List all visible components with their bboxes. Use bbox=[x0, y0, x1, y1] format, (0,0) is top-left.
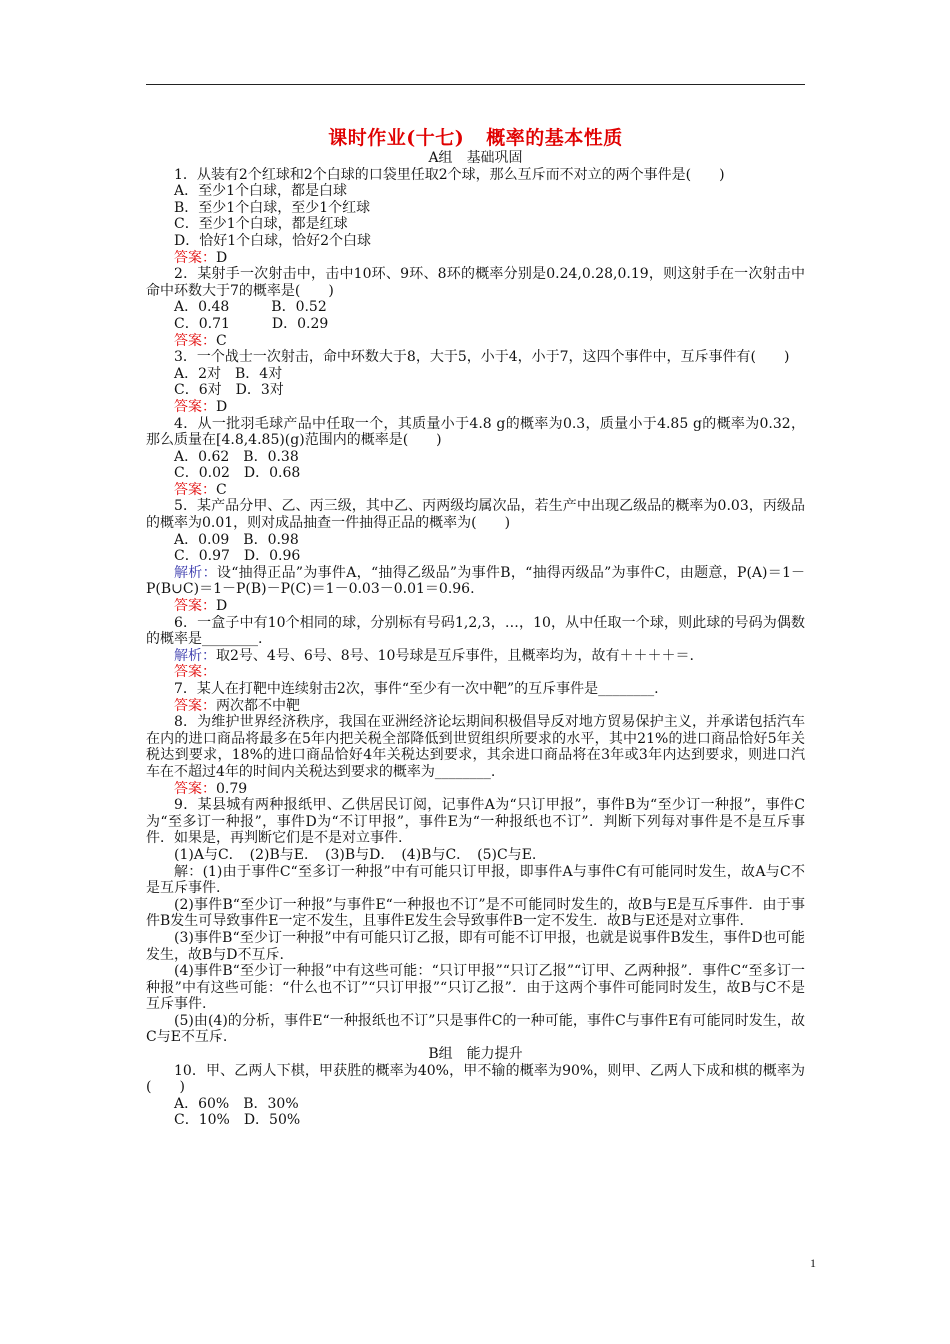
q8-answer bbox=[146, 781, 805, 798]
answer-value: 0.79 bbox=[216, 780, 248, 797]
answer-label: 答案： bbox=[174, 398, 216, 415]
answer-value: D bbox=[216, 249, 228, 266]
group-b-name: 能力提升 bbox=[466, 1046, 523, 1063]
answer-value: C bbox=[216, 481, 227, 498]
question-4: 4．从一批羽毛球产品中任取一个，其质量小于4.8 g的概率为0.3，质量小于4.85 g的概率为0.32，那么质量在[4.8,4.85)(g)范围内的概率是( ) bbox=[146, 415, 805, 449]
group-a-label: A组 bbox=[428, 150, 453, 166]
q6-answer bbox=[146, 664, 805, 681]
q1-option-c: C．至少1个白球，都是红球 bbox=[174, 216, 348, 233]
group-b-label: B组 bbox=[428, 1046, 453, 1063]
q5-options-ab: A．0.09 B．0.98 bbox=[174, 531, 299, 548]
q1-option-d: D．恰好1个白球，恰好2个白球 bbox=[174, 232, 372, 249]
answer-label: 答案： bbox=[174, 780, 216, 797]
header-rule bbox=[146, 84, 805, 85]
q9-solution-4: (4)事件B“至少订一种报”中有这些可能：“只订甲报”“只订乙报”“订甲、乙两种报”．事件C“至多订一种报”中有这些可能：“什么也不订”“只订甲报”“只订乙报”．由于这两个事件可能同时发生，故B与C不是互斥事件. bbox=[146, 963, 805, 1013]
answer-label: 答案： bbox=[174, 249, 216, 266]
answer-label: 答案： bbox=[174, 664, 216, 681]
q10-options-ab: A．60% B．30% bbox=[174, 1095, 299, 1112]
q2-answer bbox=[146, 333, 805, 350]
analysis-text: 取2号、4号、6号、8号、10号球是互斥事件，且概率均为，故有＋＋＋＋＝. bbox=[216, 647, 694, 664]
q5-options-cd: C．0.97 D．0.96 bbox=[174, 548, 301, 565]
page-title bbox=[146, 126, 805, 150]
answer-value: D bbox=[216, 598, 228, 615]
document-body bbox=[146, 126, 805, 1129]
q4-answer bbox=[146, 482, 805, 499]
answer-value: D bbox=[216, 398, 228, 415]
q10-options-cd: C．10% D．50% bbox=[174, 1112, 301, 1129]
answer-label: 答案： bbox=[174, 481, 216, 498]
analysis-text: 设“抽得正品”为事件A，“抽得乙级品”为事件B，“抽得丙级品”为事件C，由题意，P(A)＝1－P(B∪C)＝1－P(B)－P(C)＝1－0.03－0.01＝0.96. bbox=[146, 564, 805, 598]
group-a-name: 基础巩固 bbox=[466, 150, 523, 166]
q9-solution-3: (3)事件B“至少订一种报”中有可能只订乙报，即有可能不订甲报，也就是说事件B发生，事件D也可能发生，故B与D不互斥. bbox=[146, 929, 805, 963]
q1-option-a: A．至少1个白球，都是白球 bbox=[174, 183, 348, 200]
question-6: 6．一盒子中有10个相同的球，分别标有号码1,2,3，…，10，从中任取一个球，则此球的号码为偶数的概率是________. bbox=[146, 614, 805, 648]
q9-pairs: (1)A与C． (2)B与E． (3)B与D． (4)B与C． (5)C与E. bbox=[174, 846, 537, 863]
question-8: 8．为维护世界经济秩序，我国在亚洲经济论坛期间积极倡导反对地方贸易保护主义，并承诺包括汽车在内的进口商品将最多在5年内把关税全部降低到世贸组织所要求的水平，其中21%的进口商品恰好5年关税达到要求，18%的进口商品恰好4年关税达到要求，其余进口商品将在3年或3年内达到要求，则进口汽车在不超过4年的时间内关税达到要求的概率为________. bbox=[146, 714, 805, 780]
q1-answer bbox=[146, 250, 805, 267]
question-2: 2．某射手一次射击中，击中10环、9环、8环的概率分别是0.24,0.28,0.19，则这射手在一次射击中命中环数大于7的概率是( ) bbox=[146, 266, 805, 299]
question-9: 9．某县城有两种报纸甲、乙供居民订阅，记事件A为“只订甲报”，事件B为“至少订一种报”，事件C为“至多订一种报”，事件D为“不订甲报”，事件E为“一种报纸也不订”．判断下列每对事件是不是互斥事件．如果是，再判断它们是不是对立事件. bbox=[146, 797, 805, 847]
analysis-label: 解析： bbox=[174, 564, 217, 581]
question-5: 5．某产品分甲、乙、丙三级，其中乙、丙两级均属次品，若生产中出现乙级品的概率为0.03，丙级品的概率为0.01，则对成品抽查一件抽得正品的概率为( ) bbox=[146, 498, 805, 532]
q5-answer bbox=[146, 598, 805, 615]
section-heading-b bbox=[146, 1046, 805, 1063]
answer-label: 答案： bbox=[174, 332, 216, 349]
answer-label: 答案： bbox=[174, 598, 216, 615]
q6-analysis bbox=[146, 648, 805, 665]
q2-options-cd: C．0.71 D．0.29 bbox=[174, 315, 329, 332]
question-3: 3．一个战士一次射击，命中环数大于8，大于5，小于4，小于7，这四个事件中，互斥事件有( ) bbox=[174, 349, 790, 366]
q9-solution-1: 解：(1)由于事件C“至多订一种报”中有可能只订甲报，即事件A与事件C有可能同时发生，故A与C不是互斥事件. bbox=[146, 863, 805, 897]
q3-answer bbox=[146, 399, 805, 416]
answer-value: C bbox=[216, 332, 227, 349]
q7-answer bbox=[146, 698, 805, 715]
analysis-label: 解析： bbox=[174, 647, 216, 664]
page-number: 1 bbox=[810, 1256, 816, 1270]
title-left: 课时作业(十七) bbox=[328, 127, 465, 149]
q5-analysis bbox=[146, 565, 805, 598]
title-right: 概率的基本性质 bbox=[486, 127, 623, 149]
q3-options-cd: C．6对 D．3对 bbox=[174, 382, 284, 399]
q9-solution-2: (2)事件B“至少订一种报”与事件E“一种报也不订”是不可能同时发生的，故B与E是互斥事件．由于事件B发生可导致事件E一定不发生，且事件E发生会导致事件B一定不发生．故B与E还是对立事件. bbox=[146, 896, 805, 930]
question-10: 10．甲、乙两人下棋，甲获胜的概率为40%，甲不输的概率为90%，则甲、乙两人下成和棋的概率为( ) bbox=[146, 1062, 805, 1096]
question-1: 1．从装有2个红球和2个白球的口袋里任取2个球，那么互斥而不对立的两个事件是( ) bbox=[174, 166, 725, 183]
q4-options-cd: C．0.02 D．0.68 bbox=[174, 465, 301, 482]
answer-label: 答案： bbox=[174, 697, 216, 714]
section-heading-a bbox=[146, 150, 805, 167]
q1-option-b: B．至少1个白球，至少1个红球 bbox=[174, 199, 371, 216]
answer-value: 两次都不中靶 bbox=[216, 697, 300, 714]
q9-solution-5: (5)由(4)的分析，事件E“一种报纸也不订”只是事件C的一种可能，事件C与事件E有可能同时发生，故C与E不互斥. bbox=[146, 1012, 805, 1046]
q4-options-ab: A．0.62 B．0.38 bbox=[174, 448, 299, 465]
q3-options-ab: A．2对 B．4对 bbox=[174, 365, 283, 382]
question-7: 7．某人在打靶中连续射击2次，事件“至少有一次中靶”的互斥事件是________. bbox=[174, 681, 659, 697]
q2-options-ab: A．0.48 B．0.52 bbox=[174, 299, 327, 316]
